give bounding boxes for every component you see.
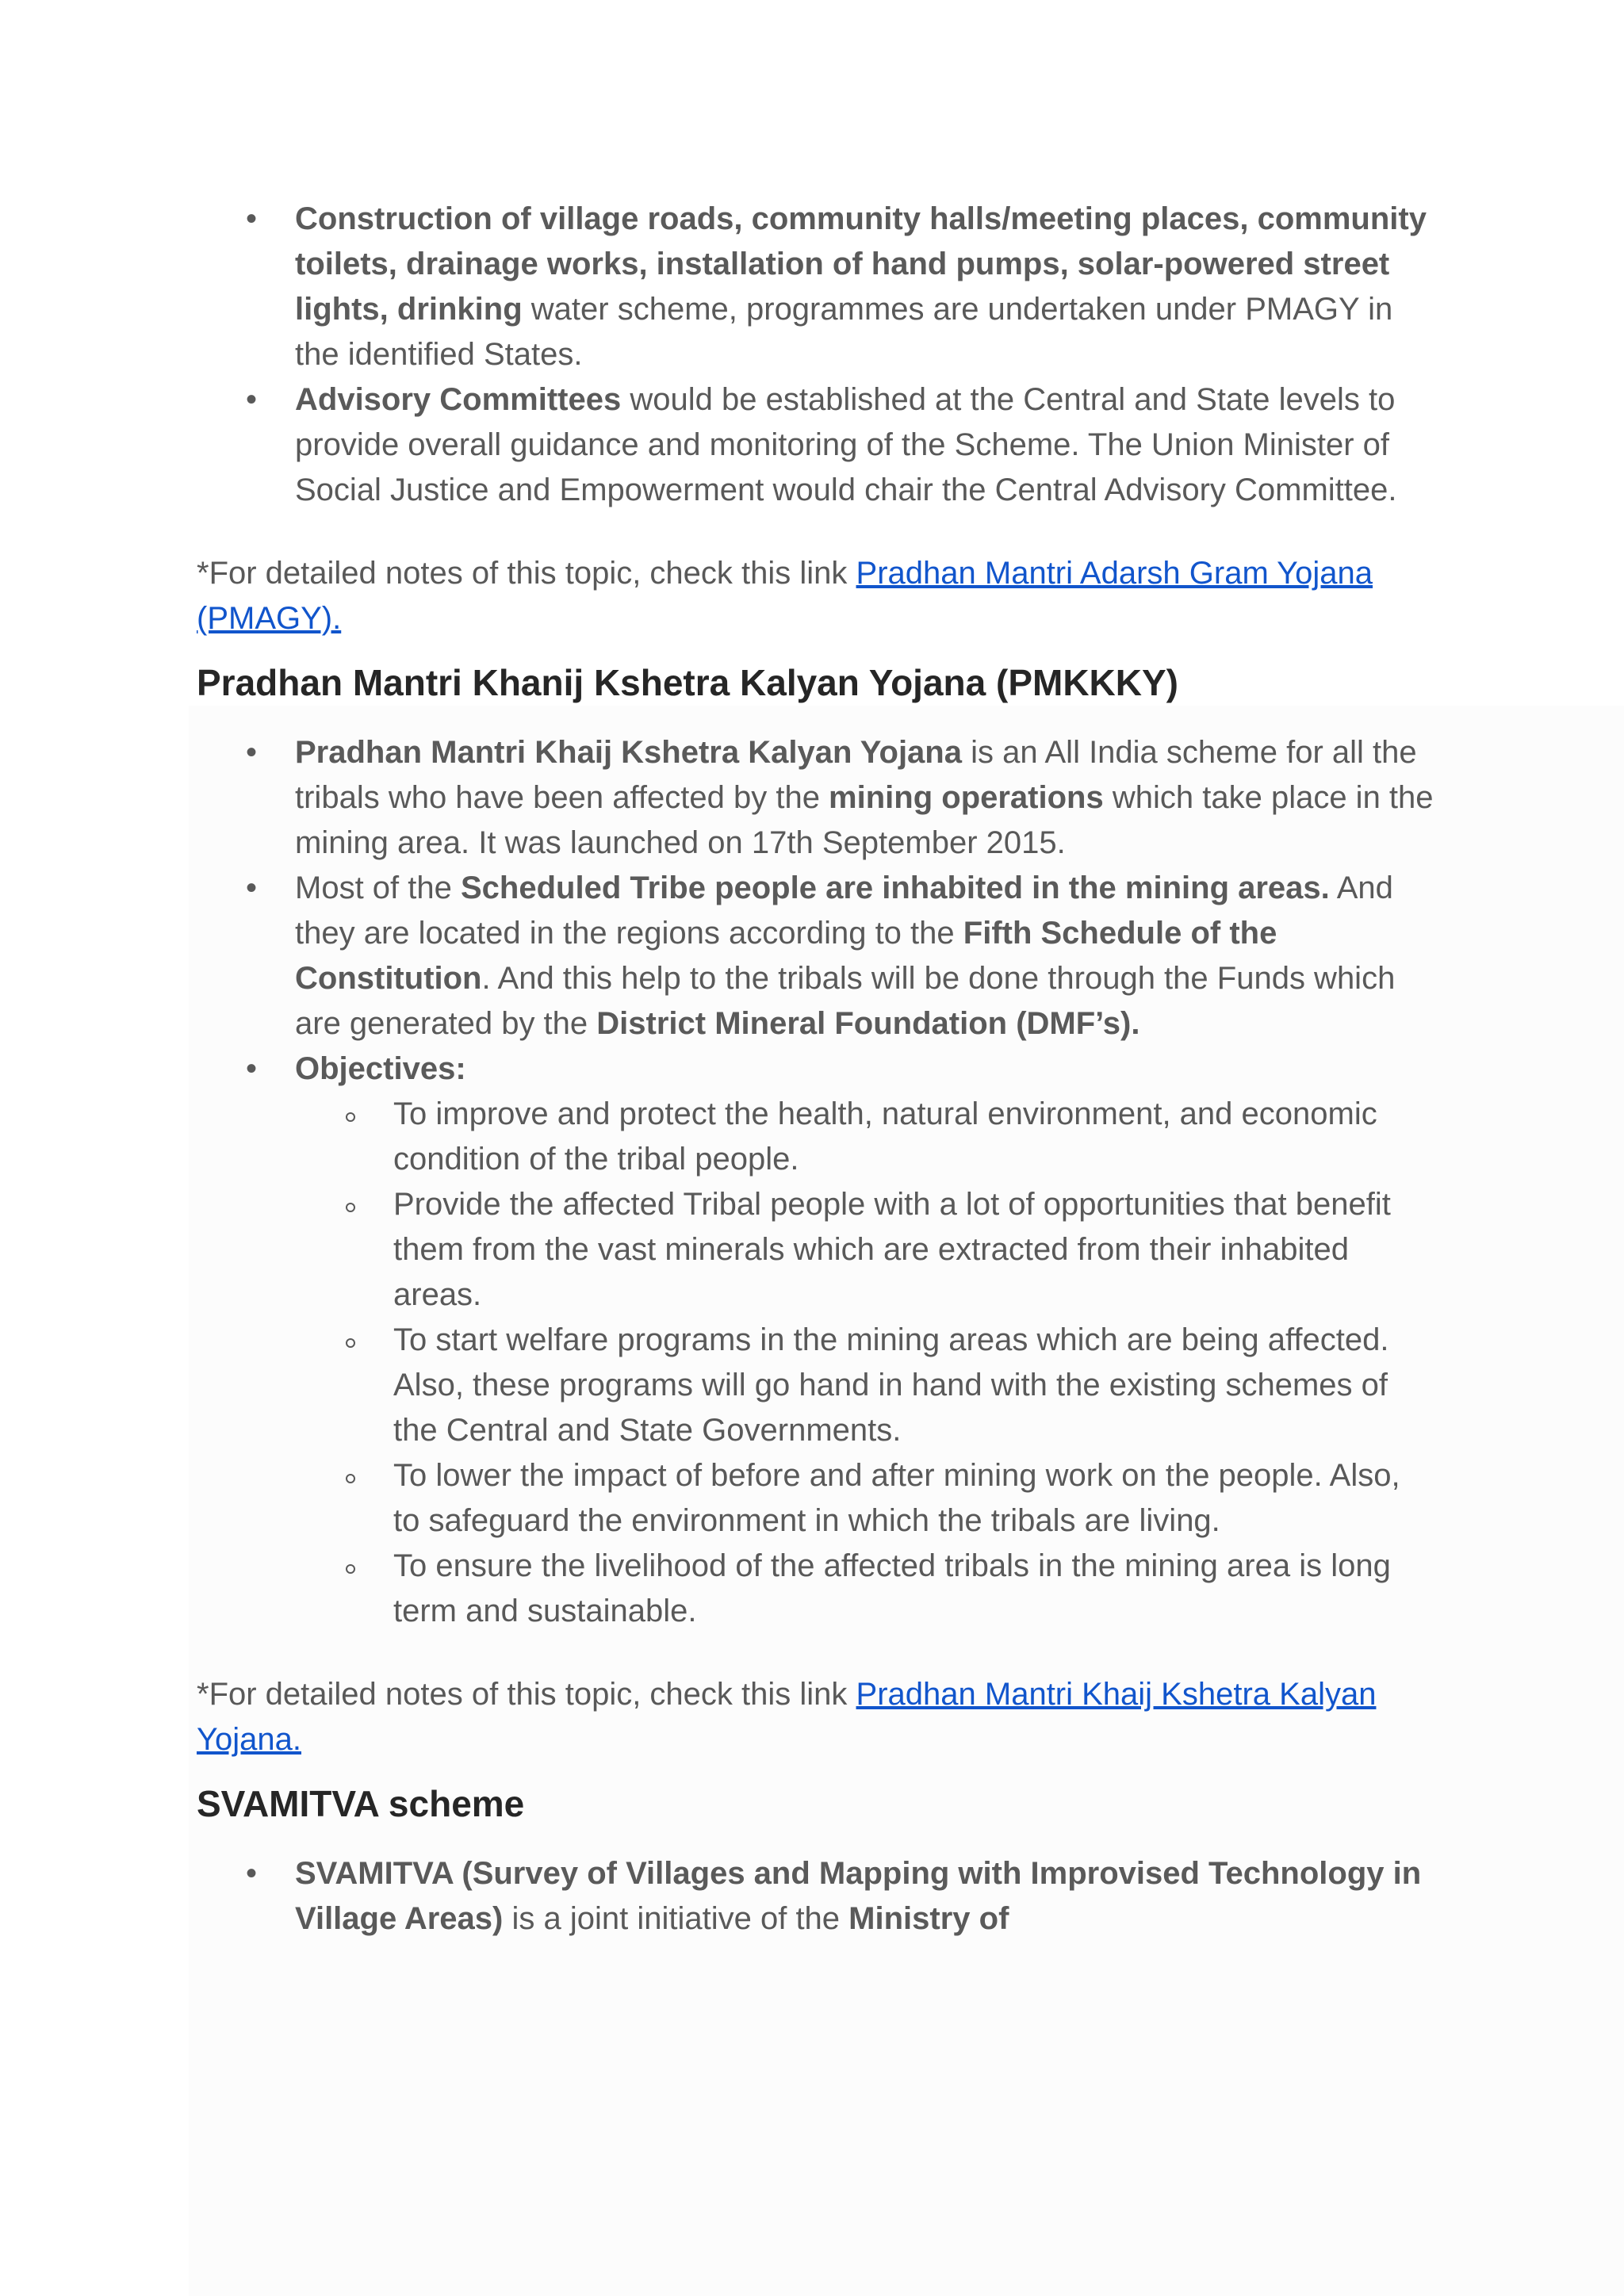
bold-text: Fifth Schedule of the Constitution (295, 916, 1277, 996)
bold-text: SVAMITVA (Survey of Villages and Mapping with Improvised Technology in Village Areas) (295, 1856, 1422, 1936)
body-text: is a joint initiative of the (503, 1901, 849, 1936)
pmagy-link[interactable]: Pradhan Mantri Adarsh Gram Yojana (PMAGY). (197, 556, 1373, 636)
objective-item: To improve and protect the health, natural environment, and economic condition of the tribal people. (197, 1092, 1434, 1182)
objective-item: To lower the impact of before and after mining work on the people. Also, to safeguard the environment in which the tribals are living. (197, 1453, 1434, 1544)
bold-text: Pradhan Mantri Khaij Kshetra Kalyan Yojana (295, 735, 962, 770)
list-item (197, 866, 1434, 1047)
objective-item: To ensure the livelihood of the affected tribals in the mining area is long term and sustainable. (197, 1544, 1434, 1634)
body-text: Most of the (295, 871, 461, 905)
body-text: is an All India scheme for all the tribals who have been affected by the (295, 735, 1417, 815)
detailed-notes-pmagy (197, 551, 1434, 641)
svamitva-bullet-list (197, 1851, 1434, 1942)
bold-text: Construction of village roads, community halls/meeting places, community toilets, drainage works, installation of hand pumps, solar-powered street lights, drinking (295, 201, 1427, 327)
bold-text: Scheduled Tribe people are inhabited in the mining areas. (460, 871, 1330, 905)
body-text: And they are located in the regions according to the (295, 871, 1393, 951)
objectives-list (295, 1092, 1434, 1634)
body-text: water scheme, programmes are undertaken under PMAGY in the identified States. (295, 292, 1393, 372)
list-item (197, 730, 1434, 866)
body-text: . And this help to the tribals will be done through the Funds which are generated by the (295, 961, 1396, 1041)
section-heading-pmkkky: Pradhan Mantri Khanij Kshetra Kalyan Yojana (PMKKKY) (197, 662, 1178, 703)
pmkkky-bullet-list (197, 730, 1434, 1634)
body-text: would be established at the Central and State levels to provide overall guidance and monitoring of the Scheme. The Union Minister of Social Justice and Empowerment would chair the Central Advisory Committee. (295, 382, 1397, 507)
detailed-notes-pmkkky (197, 1672, 1434, 1762)
list-item (197, 197, 1434, 377)
note-prefix: *For detailed notes of this topic, check this link (197, 1677, 856, 1712)
objective-item: Provide the affected Tribal people with a lot of opportunities that benefit them from the vast minerals which are extracted from their inhabited areas. (197, 1182, 1434, 1318)
objectives-label: Objectives: (295, 1051, 466, 1086)
list-item (197, 377, 1434, 513)
list-item (197, 1047, 1434, 1634)
body-text: which take place in the mining area. It was launched on 17th September 2015. (295, 780, 1434, 860)
list-item (197, 1851, 1434, 1942)
note-prefix: *For detailed notes of this topic, check this link (197, 556, 856, 591)
bold-text: Advisory Committees (295, 382, 622, 417)
document-content (197, 197, 1434, 1942)
bold-text: mining operations (829, 780, 1104, 815)
bold-text: Ministry of (848, 1901, 1009, 1936)
objective-item: To start welfare programs in the mining areas which are being affected. Also, these programs will go hand in hand with the existing schemes of the Central and State Governments. (197, 1318, 1434, 1453)
pmagy-bullet-list (197, 197, 1434, 513)
bold-text: District Mineral Foundation (DMF’s). (596, 1006, 1140, 1041)
pmkkky-link[interactable]: Pradhan Mantri Khaij Kshetra Kalyan Yojana. (197, 1677, 1377, 1757)
section-heading-svamitva: SVAMITVA scheme (197, 1783, 525, 1824)
